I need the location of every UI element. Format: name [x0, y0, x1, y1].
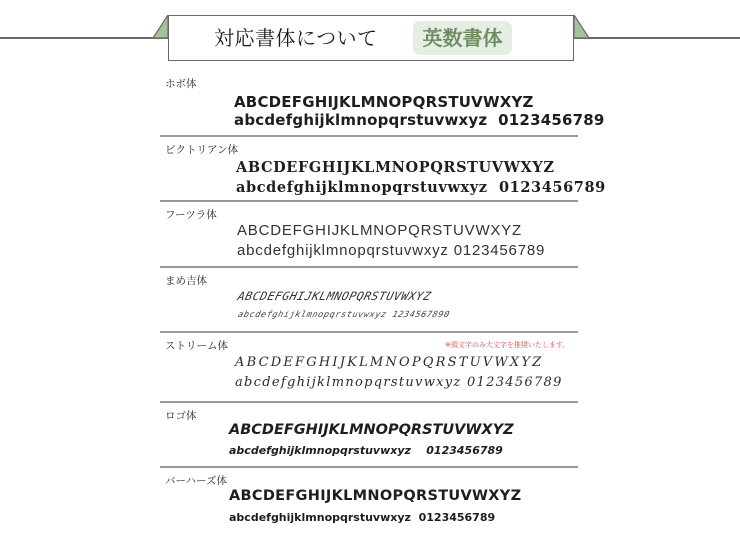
lowercase: abcdefghijklmnopqrstuvwxyz — [235, 375, 462, 390]
digits: 0123456789 — [466, 375, 563, 390]
font-sample-stream-upper: ABCDEFGHIJKLMNOPQRSTUVWXYZ — [235, 355, 544, 370]
digits: 0123456789 — [453, 242, 546, 259]
font-sample-futura-upper: ABCDEFGHIJKLMNOPQRSTUVWXYZ — [237, 222, 522, 239]
font-sample-stream-lower — [235, 375, 563, 390]
divider — [160, 331, 578, 333]
category-badge: 英数書体 — [413, 21, 512, 55]
font-sample-mamekichi-lower — [237, 310, 451, 320]
digits: 0123456789 — [498, 111, 605, 129]
digits: 1234567890 — [391, 310, 451, 320]
font-sample-futura-lower — [237, 242, 545, 259]
divider — [160, 401, 578, 403]
lowercase: abcdefghijklmnopqrstuvwxyz — [237, 242, 449, 259]
divider — [160, 266, 578, 268]
divider — [160, 135, 578, 137]
font-sample-hobo-lower — [234, 111, 605, 129]
lowercase: abcdefghijklmnopqrstuvwxyz — [234, 111, 488, 129]
font-label-stream: ストリーム体 — [165, 340, 228, 352]
font-label-mamekichi: まめ吉体 — [165, 275, 207, 287]
font-sample-bauhaus-upper: ABCDEFGHIJKLMNOPQRSTUVWXYZ — [229, 488, 522, 504]
font-label-hobo: ホボ体 — [165, 78, 197, 90]
divider — [160, 466, 578, 468]
recommendation-note: ※頭文字のみ大文字を推奨いたします。 — [445, 341, 570, 349]
digits: 0123456789 — [418, 511, 496, 524]
font-label-futura: フーツラ体 — [165, 209, 217, 221]
font-sample-bauhaus-lower — [229, 511, 495, 524]
page-title: 対応書体について — [214, 26, 378, 50]
digits: 0123456789 — [426, 444, 503, 457]
lowercase: abcdefghijklmnopqrstuvwxyz — [229, 511, 411, 524]
font-sample-victorian-lower — [236, 179, 606, 196]
lowercase: abcdefghijklmnopqrstuvwxyz — [229, 444, 411, 457]
font-label-bauhaus: バーハーズ体 — [165, 475, 227, 487]
font-sample-hobo-upper: ABCDEFGHIJKLMNOPQRSTUVWXYZ — [234, 93, 534, 111]
font-sample-logo-lower — [229, 444, 503, 457]
font-label-logo: ロゴ体 — [165, 410, 197, 422]
font-sample-logo-upper: ABCDEFGHIJKLMNOPQRSTUVWXYZ — [229, 422, 514, 438]
font-sample-mamekichi-upper: ABCDEFGHIJKLMNOPQRSTUVWXYZ — [236, 289, 433, 303]
font-label-victorian: ビクトリアン体 — [165, 144, 239, 156]
divider — [160, 200, 578, 202]
lowercase: abcdefghijklmnopqrstuvwxyz — [236, 310, 388, 320]
font-sample-victorian-upper: ABCDEFGHIJKLMNOPQRSTUVWXYZ — [236, 159, 555, 176]
lowercase: abcdefghijklmnopqrstuvwxyz — [236, 179, 488, 196]
digits: 0123456789 — [498, 179, 606, 196]
